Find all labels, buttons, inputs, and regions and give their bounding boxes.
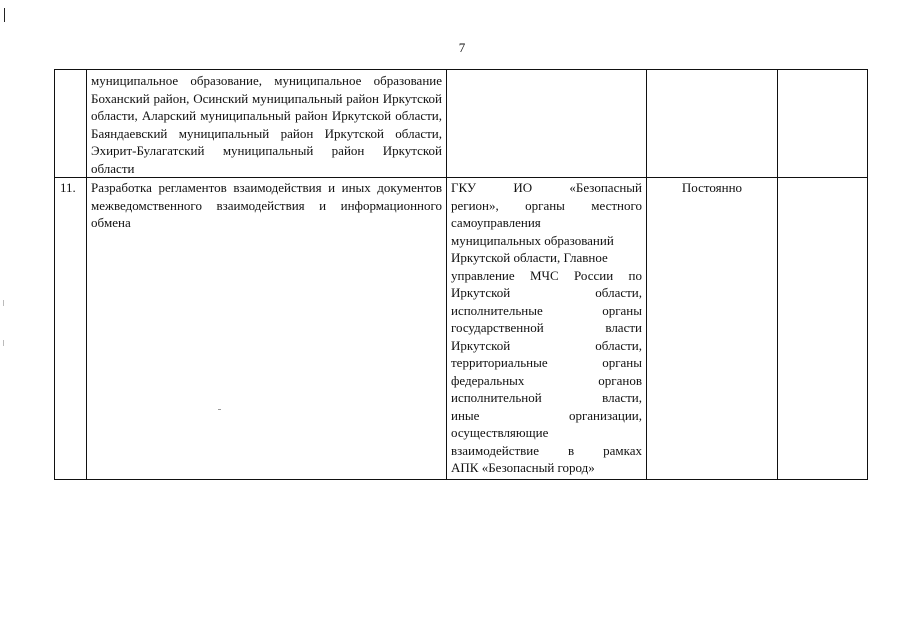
executor-line: Иркутской области, Главное	[451, 250, 608, 265]
executor-line: муниципальных образований	[451, 232, 614, 248]
executor-line: взаимодействие в рамках	[451, 442, 642, 458]
margin-mark	[3, 340, 4, 346]
scan-speck	[218, 409, 221, 410]
page-number: 7	[458, 40, 466, 55]
row-number-cell	[55, 70, 87, 178]
executor-line: управление МЧС России по	[451, 267, 642, 283]
executor-line: исполнительной власти,	[451, 390, 642, 405]
executor-line: осуществляющие	[451, 425, 549, 440]
executor-line: территориальные органы	[451, 355, 642, 370]
measures-table	[54, 69, 868, 480]
executor-line: государственной власти	[451, 320, 642, 335]
executor-cell	[447, 70, 647, 178]
measure-name-cell: Разработка регламентов взаимодействия и иных документов межведомственного взаимодействия и информационного обмена	[87, 178, 447, 480]
executor-line: иные организации,	[451, 407, 642, 423]
term-cell: Постоянно	[647, 178, 778, 480]
executor-line: регион», органы местного	[451, 197, 642, 213]
executor-line: федеральных органов	[451, 372, 642, 388]
executor-line: Иркутской области,	[451, 337, 642, 353]
note-cell	[778, 178, 868, 480]
table-row	[55, 70, 868, 178]
executor-line: Иркутской области,	[451, 285, 642, 300]
executor-line: АПК «Безопасный город»	[451, 460, 595, 475]
measure-name-cell: муниципальное образование, муниципальное образование Боханский район, Осинский муниципальный район Иркутской области, Аларский муниципальный район Иркутской области, Баяндаевский муниципальный район Иркутской области, Эхирит-Булагатский муниципальный район Иркутской области	[87, 70, 447, 178]
executor-cell	[447, 178, 647, 480]
executor-line: самоуправления	[451, 215, 541, 230]
margin-mark	[4, 8, 5, 22]
margin-mark	[3, 300, 4, 306]
table-row	[55, 178, 868, 480]
executor-line: ГКУ ИО «Безопасный	[451, 180, 642, 195]
executor-line: исполнительные органы	[451, 302, 642, 318]
term-cell	[647, 70, 778, 178]
note-cell	[778, 70, 868, 178]
row-number-cell: 11.	[55, 178, 87, 480]
